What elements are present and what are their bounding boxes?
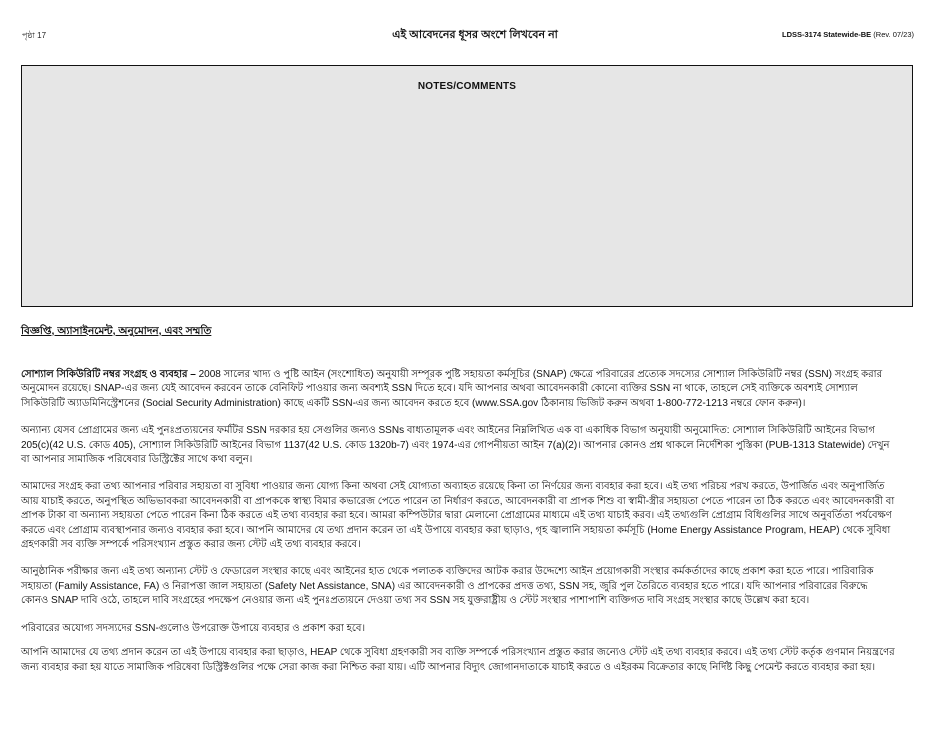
form-identifier — [782, 30, 914, 39]
paragraph-ineligible-members: পরিবারের অযোগ্য সদস্যদের SSN-গুলোও উপরোক্ত উপায়ে ব্যবহার ও প্রকাশ করা হবে। — [21, 622, 366, 634]
paragraph-text: 2008 সালের খাদ্য ও পুষ্টি আইন (সংশোধিত) অনুযায়ী সম্পূরক পুষ্টি সহায়তা কর্মসূচির (SNAP) ক্ষেত্রে পরিবারের প্রত্যেক সদস্যের সোশ্যাল সিকিউরিটি নম্বর (SSN) সংগ্রহ করার অনুমোদন রয়েছে। SNAP-এর জন্য যেই আবেদন করবেন তাকে বেনিফিট পাওয়ার জন্য অবশ্যই SSN দিতে হবে। যদি আপনার অথবা আবেদনকারী কোনো ব্যক্তির SSN না থাকে, তাহলে সেই ব্যক্তিকে অবশ্যই সোশ্যাল সিকিউরিটি অ্যাডমিনিস্ট্রেশনের (Social Security Administration) কাছে একটি SSN-এর জন্য আবেদন করতে হবে (www.SSA.gov ঠিকানায় ভিজিট করুন অথবা 1-800-772-1213 নম্বরে ফোন করুন)। — [21, 369, 883, 409]
form-revision: (Rev. 07/23) — [873, 30, 914, 39]
notice-body — [21, 368, 897, 688]
gray-area-warning: এই আবেদনের ধূসর অংশে লিখবেন না — [392, 29, 558, 41]
paragraph-ssn-collection — [21, 368, 897, 411]
notes-comments-title: NOTES/COMMENTS — [417, 81, 517, 92]
notes-comments-box — [21, 65, 913, 307]
section-heading: বিজ্ঞপ্তি, অ্যাসাইনমেন্ট, অনুমোদন, এবং সম্মতি — [21, 325, 212, 337]
paragraph-other-programs: অন্যান্য যেসব প্রোগ্রামের জন্য এই পুনঃপ্রত্যয়নের ফর্মটির SSN দরকার হয় সেগুলির জন্যও SSNs বাধ্যতামূলক এবং আইনের নিম্নলিখিত এক বা একাধিক বিভাগ অনুযায়ী অনুমোদিত: সোশ্যাল সিকিউরিটি আইনের বিভাগ 205(c)(42 U.S. কোড 405), সোশ্যাল সিকিউরিটি আইনের বিভাগ 1137(42 U.S. কোড 1320b-7) এবং 1974-এর গোপনীয়তা আইন 7(a)(2)। আপনার কোনও প্রশ্ন থাকলে নির্দেশিকা পুস্তিকা (PUB-1313 Statewide) দেখুন বা আপনার সামাজিক পরিষেবার ডিস্ট্রিক্টের সাথে কথা বলুন। — [21, 425, 890, 466]
paragraph-heap-statistics: আপনি আমাদের যে তথ্য প্রদান করেন তা এই উপায়ে ব্যবহার করা ছাড়াও, HEAP থেকে সুবিধা গ্রহণকারী সব ব্যক্তি সম্পর্কে পরিসংখ্যান প্রস্তুত করার জন্যেও স্টেট এই তথ্য ব্যবহার করবে। এই তথ্য স্টেট কর্তৃক গুণমান নিয়ন্ত্রণের জন্য ব্যবহার করা হয় যাতে সামাজিক পরিষেবা ডিস্ট্রিক্টগুলির পক্ষে সেরা কাজ করা নিশ্চিত করা যায়। এটি আপনার বিদ্যুৎ জোগানদাতাকে যাচাই করতে ও এইরকম বিক্রেতার কাছে নির্দিষ্ট কিছু পেমেন্ট করতে ব্যবহার করা হয়। — [21, 647, 895, 673]
form-code: LDSS-3174 Statewide-BE — [781, 30, 872, 39]
paragraph-information-use: আমাদের সংগ্রহ করা তথ্য আপনার পরিবার সহায়তা বা সুবিধা পাওয়ার জন্য যোগ্য কিনা অথবা সেই যোগ্যতা অব্যাহত রয়েছে কিনা তা নির্ণয়ের জন্য ব্যবহার করা হবে। এই তথ্য পরিচয় পরখ করতে, উপার্জিত এবং অনুপার্জিত আয় যাচাই করতে, অনুপস্থিত অভিভাবকরা আবেদনকারী বা প্রাপককে স্বাস্থ্য বিমার কভারেজ পেতে পারেন তা নির্ধারণ করতে, আবেদনকারী বা প্রাপক শিশু বা স্বামী-স্ত্রীর সহায়তা পেতে পারেন তা ঠিক করতে এবং আবেদনকারী বা প্রাপক টাকা বা অন্যান্য সহায়তা পেতে পারেন কিনা ঠিক করতে এই তথ্য ব্যবহার করা হবে। আমরা কম্পিউটার দ্বারা মেলানো প্রোগ্রামের মাধ্যমে এই তথ্য যাচাই করব। এই তথ্যগুলি প্রোগ্রাম বিধিগুলির সাথে অনুবর্তিতা পর্যবেক্ষণ করতে এবং প্রোগ্রাম ব্যবস্থাপনার জন্যও ব্যবহার করা হবে। আপনি আমাদের যে তথ্য প্রদান করেন তা এই উপায়ে ব্যবহার করা ছাড়াও, গৃহ জ্বালানি সহায়তা কর্মসূচি (Home Energy Assistance Program, HEAP) থেকে সুবিধা গ্রহণকারী সব ব্যক্তি সম্পর্কে পরিসংখ্যান প্রস্তুত করার জন্য স্টেট এই তথ্য ব্যবহার করবে। — [21, 481, 895, 551]
paragraph-disclosure: আনুষ্ঠানিক পরীক্ষার জন্য এই তথ্য অন্যান্য স্টেট ও ফেডারেল সংস্থার কাছে এবং আইনের হাত থেকে পলাতক ব্যক্তিদের আটক করার উদ্দেশ্যে আইন প্রয়োগকারী সংস্থার কর্মকর্তাদের কাছে প্রকাশ করা হতে পারে। পারিবারিক সহায়তা (Family Assistance, FA) ও নিরাপত্তা জাল সহায়তা (Safety Net Assistance, SNA) এর আবেদনকারী ও প্রাপকের প্রদত্ত তথ্য, SSN সহ, জুরি পুল তৈরিতে ব্যবহার হতে পারে। যদি আপনার পরিবারের বিরুদ্ধে কোনও SNAP দাবি ওঠে, তাহলে দাবি সংগ্রহের পদক্ষেপ নেওয়ার জন্য এই পুনঃপ্রত্যয়নে দেওয়া তথ্য সব SSN সহ যুক্তরাষ্ট্রীয় ও স্টেট সংস্থার পাশাপাশি ব্যক্তিগত দাবি সংগ্রহ সংস্থার কাছে উল্লেখ করা হবে। — [21, 566, 874, 607]
paragraph-lead-title: সোশ্যাল সিকিউরিটি নম্বর সংগ্রহ ও ব্যবহার – — [21, 369, 196, 380]
page-number: পৃষ্ঠা 17 — [22, 31, 47, 40]
